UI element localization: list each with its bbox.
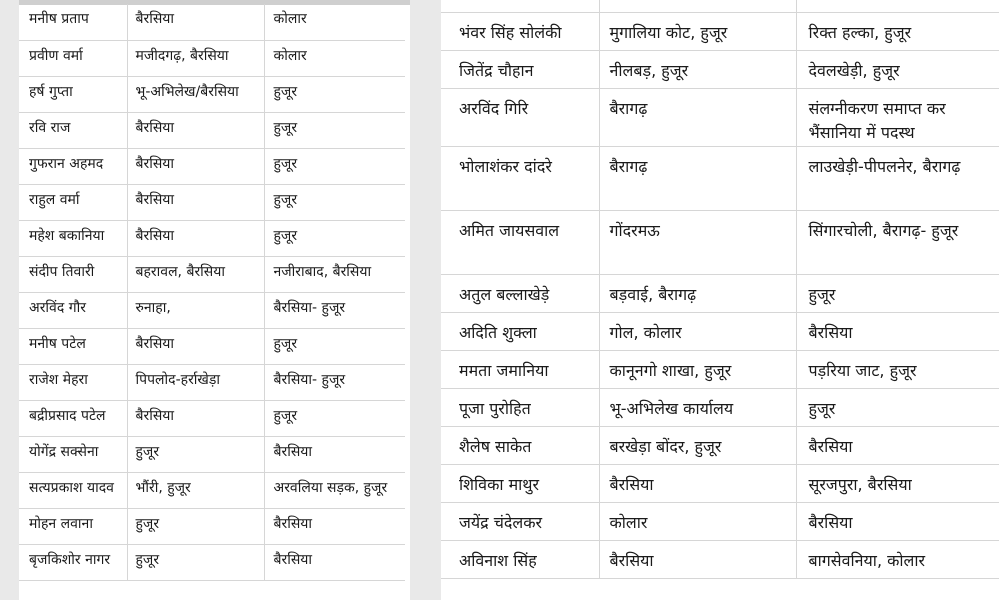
name-cell: महेश बकानिया xyxy=(19,220,127,256)
from-location-cell: हुजूर xyxy=(127,436,264,472)
from-location-cell: बैरसिया xyxy=(599,464,796,502)
from-location-cell: रुनाहा, xyxy=(127,292,264,328)
name-cell: अमित जायसवाल xyxy=(441,210,599,274)
table-row xyxy=(441,464,999,502)
to-location-cell: बैरसिया xyxy=(796,312,999,350)
table-row xyxy=(441,50,999,88)
table-row xyxy=(19,436,405,472)
to-location-cell: कोलार xyxy=(264,4,405,40)
to-location-cell: बागसेवनिया, कोलार xyxy=(796,540,999,578)
table-row xyxy=(19,400,405,436)
left-column-panel xyxy=(19,0,410,600)
table-row xyxy=(19,148,405,184)
name-cell: अविनाश सिंह xyxy=(441,540,599,578)
from-location-cell: भौंरी, हुजूर xyxy=(127,472,264,508)
name-cell: जयेंद्र चंदेलकर xyxy=(441,502,599,540)
to-location-cell: सिंगारचोली, बैरागढ़- हुजूर xyxy=(796,210,999,274)
to-location-cell: बैरसिया xyxy=(264,436,405,472)
table-row xyxy=(19,364,405,400)
to-location-cell: कोलार xyxy=(264,40,405,76)
from-location-cell: पिपलोद-हर्राखेड़ा xyxy=(127,364,264,400)
from-location-cell: बैरसिया xyxy=(127,4,264,40)
name-cell: जितेंद्र चौहान xyxy=(441,50,599,88)
table-row xyxy=(441,0,999,12)
name-cell xyxy=(441,0,599,12)
name-cell: संदीप तिवारी xyxy=(19,256,127,292)
table-row xyxy=(441,12,999,50)
table-row xyxy=(19,256,405,292)
table-row xyxy=(19,76,405,112)
name-cell: पूजा पुरोहित xyxy=(441,388,599,426)
table-row xyxy=(19,40,405,76)
name-cell: बद्रीप्रसाद पटेल xyxy=(19,400,127,436)
right-transfer-table xyxy=(441,0,999,579)
to-location-cell: बैरसिया- हुजूर xyxy=(264,364,405,400)
name-cell: शिविका माथुर xyxy=(441,464,599,502)
table-row xyxy=(441,210,999,274)
to-location-cell: रिक्त हल्का, हुजूर xyxy=(796,12,999,50)
name-cell: भंवर सिंह सोलंकी xyxy=(441,12,599,50)
name-cell: राजेश मेहरा xyxy=(19,364,127,400)
table-row xyxy=(441,350,999,388)
to-location-cell: हुजूर xyxy=(264,220,405,256)
from-location-cell: बैरसिया xyxy=(127,148,264,184)
from-location-cell: भू-अभिलेख/बैरसिया xyxy=(127,76,264,112)
to-location-cell: हुजूर xyxy=(264,148,405,184)
to-location-cell: हुजूर xyxy=(264,76,405,112)
from-location-cell: बैरसिया xyxy=(599,540,796,578)
to-location-cell: संलग्नीकरण समाप्त कर भैंसानिया में पदस्थ xyxy=(796,88,999,146)
from-location-cell: बड़वाई, बैरागढ़ xyxy=(599,274,796,312)
right-column-panel xyxy=(441,0,999,600)
to-location-cell: लाउखेड़ी-पीपलनेर, बैरागढ़ xyxy=(796,146,999,210)
from-location-cell xyxy=(599,0,796,12)
from-location-cell: मजीदगढ़, बैरसिया xyxy=(127,40,264,76)
to-location-cell: बैरसिया xyxy=(264,508,405,544)
table-row xyxy=(441,88,999,146)
table-row xyxy=(19,508,405,544)
from-location-cell: बैरागढ़ xyxy=(599,146,796,210)
table-row xyxy=(441,502,999,540)
from-location-cell: हुजूर xyxy=(127,544,264,580)
table-row xyxy=(19,328,405,364)
to-location-cell: हुजूर xyxy=(796,274,999,312)
table-row xyxy=(441,312,999,350)
to-location-cell xyxy=(796,0,999,12)
table-row xyxy=(19,292,405,328)
from-location-cell: मुगालिया कोट, हुजूर xyxy=(599,12,796,50)
table-row xyxy=(19,472,405,508)
name-cell: हर्ष गुप्ता xyxy=(19,76,127,112)
table-row xyxy=(441,388,999,426)
name-cell: मनीष प्रताप xyxy=(19,4,127,40)
name-cell: सत्यप्रकाश यादव xyxy=(19,472,127,508)
table-row xyxy=(441,540,999,578)
to-location-cell: हुजूर xyxy=(264,400,405,436)
from-location-cell: हुजूर xyxy=(127,508,264,544)
to-location-cell: सूरजपुरा, बैरसिया xyxy=(796,464,999,502)
from-location-cell: बैरसिया xyxy=(127,328,264,364)
table-row xyxy=(19,4,405,40)
name-cell: गुफरान अहमद xyxy=(19,148,127,184)
to-location-cell: हुजूर xyxy=(264,184,405,220)
from-location-cell: बहरावल, बैरसिया xyxy=(127,256,264,292)
name-cell: ममता जमानिया xyxy=(441,350,599,388)
name-cell: बृजकिशोर नागर xyxy=(19,544,127,580)
to-location-cell: देवलखेड़ी, हुजूर xyxy=(796,50,999,88)
from-location-cell: भू-अभिलेख कार्यालय xyxy=(599,388,796,426)
left-transfer-table xyxy=(19,4,405,581)
from-location-cell: बैरसिया xyxy=(127,400,264,436)
name-cell: योगेंद्र सक्सेना xyxy=(19,436,127,472)
table-row xyxy=(441,274,999,312)
table-row xyxy=(19,544,405,580)
from-location-cell: नीलबड़, हुजूर xyxy=(599,50,796,88)
from-location-cell: गोंदरमऊ xyxy=(599,210,796,274)
name-cell: मनीष पटेल xyxy=(19,328,127,364)
name-cell: रवि राज xyxy=(19,112,127,148)
to-location-cell: बैरसिया- हुजूर xyxy=(264,292,405,328)
to-location-cell: बैरसिया xyxy=(264,544,405,580)
from-location-cell: बैरागढ़ xyxy=(599,88,796,146)
to-location-cell: अरवलिया सड़क, हुजूर xyxy=(264,472,405,508)
name-cell: शैलेष साकेत xyxy=(441,426,599,464)
name-cell: अतुल बल्लाखेड़े xyxy=(441,274,599,312)
to-location-cell: नजीराबाद, बैरसिया xyxy=(264,256,405,292)
table-row xyxy=(19,220,405,256)
name-cell: प्रवीण वर्मा xyxy=(19,40,127,76)
to-location-cell: हुजूर xyxy=(796,388,999,426)
from-location-cell: कानूनगो शाखा, हुजूर xyxy=(599,350,796,388)
name-cell: मोहन लवाना xyxy=(19,508,127,544)
to-location-cell: हुजूर xyxy=(264,328,405,364)
from-location-cell: बैरसिया xyxy=(127,220,264,256)
name-cell: अरविंद गौर xyxy=(19,292,127,328)
to-location-cell: बैरसिया xyxy=(796,426,999,464)
name-cell: भोलाशंकर दांदरे xyxy=(441,146,599,210)
table-row xyxy=(19,112,405,148)
table-row xyxy=(441,146,999,210)
to-location-cell: पड़रिया जाट, हुजूर xyxy=(796,350,999,388)
from-location-cell: गोल, कोलार xyxy=(599,312,796,350)
name-cell: अरविंद गिरि xyxy=(441,88,599,146)
table-row xyxy=(441,426,999,464)
to-location-cell: हुजूर xyxy=(264,112,405,148)
from-location-cell: बैरसिया xyxy=(127,184,264,220)
table-row xyxy=(19,184,405,220)
from-location-cell: कोलार xyxy=(599,502,796,540)
from-location-cell: बरखेड़ा बोंदर, हुजूर xyxy=(599,426,796,464)
name-cell: अदिति शुक्ला xyxy=(441,312,599,350)
to-location-cell: बैरसिया xyxy=(796,502,999,540)
from-location-cell: बैरसिया xyxy=(127,112,264,148)
name-cell: राहुल वर्मा xyxy=(19,184,127,220)
